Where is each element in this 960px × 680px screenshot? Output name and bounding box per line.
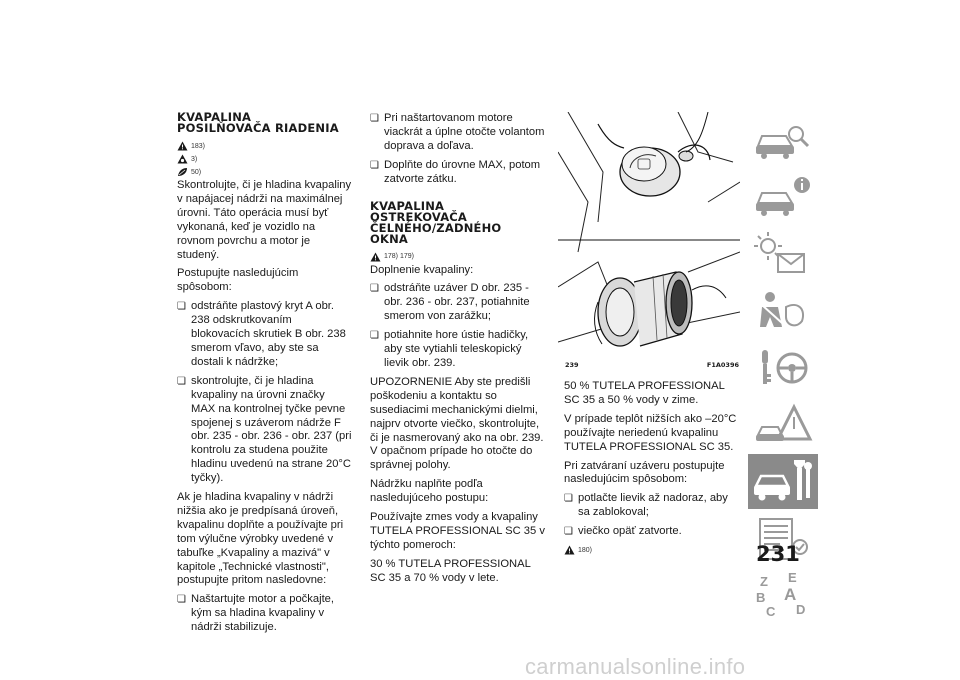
warning-lights-envelope-icon (748, 226, 818, 281)
paragraph: Ak je hladina kvapaliny v nádrži nižšia ako je predpísaná úroveň, kvapalinu doplňte a používajte pri tom výlučne výrobky uvedené v tabuľke „Kvapaliny a mazivá" v kapitole „Technické vlastnosti", postupujte pritom nasledovne: (177, 491, 344, 587)
chapter-tab-emergency[interactable] (748, 397, 818, 452)
index-letter: C (766, 604, 776, 619)
list-item: ❏ Doplňte do úrovne MAX, potom zatvorte zátku. (370, 159, 548, 187)
section-heading-power-steering (177, 112, 352, 134)
car-wrench-icon (748, 454, 818, 509)
warning-reference (177, 140, 352, 152)
figure-caption (565, 361, 739, 371)
warning-number: 178) 179) (384, 253, 414, 261)
heading-line: POSILŇOVAČA RIADENIA (177, 121, 339, 135)
warning-reference (177, 153, 352, 165)
warning-triangle-icon (370, 252, 381, 262)
list-item: ❏ viečko opäť zatvorte. (564, 525, 740, 539)
paragraph: Skontrolujte, či je hladina kvapaliny v napájacej nádrži na maximálnej úrovni. Táto operácia musí byť vykonaná, keď je vozidlo na rovnom povrchu a motor je studený. (177, 179, 352, 261)
car-magnifier-icon (748, 112, 818, 167)
index-letter: A (784, 585, 797, 604)
heading-line: KVAPALINA (177, 110, 252, 124)
chapter-tab-index[interactable] (748, 568, 818, 623)
list-item: ❏ Naštartujte motor a počkajte, kým sa hladina kvapaliny v nádrži stabilizuje. (177, 593, 352, 635)
index-letter: Z (760, 574, 768, 589)
paragraph: Nádržku naplňte podľa nasledujúceho postupu: (370, 478, 489, 505)
warning-triangle-icon (177, 141, 188, 151)
warning-number: 183) (191, 142, 206, 150)
paragraph: 30 % TUTELA PROFESSIONAL SC 35 a 70 % vody v lete. (370, 557, 531, 584)
car-info-icon (748, 169, 818, 224)
figure-239-telescopic-funnel (558, 112, 740, 374)
chapter-tab-starting-driving[interactable] (748, 340, 818, 395)
warning-reference (564, 544, 740, 556)
key-steering-wheel-icon (748, 340, 818, 395)
list-item: ❏ odstráňte uzáver D obr. 235 - obr. 236 - obr. 237, potiahnite smerom von zarážku; (370, 282, 548, 324)
section-heading-washer-fluid (370, 198, 548, 246)
alphabetical-index-icon (748, 568, 818, 623)
warning-reference (177, 166, 352, 178)
list-item: ❏ Pri naštartovanom motore viackrát a úplne otočte volantom doprava a doľava. (370, 112, 548, 154)
figure-illustration (558, 112, 740, 374)
warning-number: 50) (191, 168, 202, 176)
chapter-tab-car-overview[interactable] (748, 112, 818, 167)
heading-line: OKNA (370, 231, 409, 246)
warning-reference (370, 251, 548, 263)
watermark: carmanualsonline.info (525, 654, 746, 679)
list-item: ❏ odstráňte plastový kryt A obr. 238 odskrutkovaním blokovacích skrutiek B obr. 238 smerom vľavo, aby ste sa dostali k nádržke; (177, 300, 352, 370)
column-2 (370, 112, 548, 591)
environment-leaf-icon (177, 167, 188, 177)
warning-number: 3) (191, 155, 198, 163)
paragraph: 50 % TUTELA PROFESSIONAL SC 35 a 50 % vody v zime. (564, 380, 725, 406)
page-number: 231 (756, 542, 800, 566)
paragraph: UPOZORNENIE Aby ste predišli poškodeniu a kontaktu so susediacimi mechanickými dielmi, najprv otvorte viečko, skontrolujte, či je nasmerovaný ako na obr. 239. V opačnom prípade ho otočte do správnej polohy. (370, 375, 544, 472)
list-item: ❏ potlačte lievik až nadoraz, aby sa zablokoval; (564, 492, 740, 520)
warning-triangle-car-icon (748, 397, 818, 452)
paragraph: V prípade teplôt nižších ako –20°C používajte neriedenú kvapalinu TUTELA PROFESSIONAL SC 35. (564, 412, 737, 453)
heading-line: OSTREKOVAČA (370, 209, 468, 224)
list-item: ❏ potiahnite hore ústie hadičky, aby ste vytiahli teleskopický lievik obr. 239. (370, 329, 548, 371)
paragraph: Pri zatváraní uzáveru postupujte nasledujúcim spôsobom: (564, 459, 725, 486)
seatbelt-airbag-icon (748, 283, 818, 338)
chapter-tab-safety[interactable] (748, 283, 818, 338)
paragraph: Používajte zmes vody a kvapaliny TUTELA PROFESSIONAL SC 35 v týchto pomeroch: (370, 511, 545, 551)
figure-code: F1A0396 (706, 361, 739, 369)
column-3 (564, 380, 740, 557)
list-item: ❏ skontrolujte, či je hladina kvapaliny na úrovni značky MAX na kontrolnej tyčke pevne spojenej s uzáverom nádrže F obr. 235 - obr. 236 - obr. 237 (pri kontrolu za studena použite hladinu uvedenú na strane 20°C tyčky). (177, 375, 352, 486)
figure-number: 239 (565, 361, 579, 369)
warning-triangle-icon (564, 545, 575, 555)
chapter-tab-warning-lights[interactable] (748, 226, 818, 281)
index-letter: D (796, 602, 806, 617)
warning-number: 180) (578, 546, 593, 554)
heading-line: ČELNÉHO/ZADNÉHO (370, 220, 502, 235)
hand-caution-icon (177, 154, 188, 164)
index-letter: E (788, 570, 797, 585)
paragraph: Doplnenie kvapaliny: (370, 263, 474, 276)
column-1 (177, 112, 352, 640)
heading-line: KVAPALINA (370, 198, 445, 213)
paragraph: Postupujte nasledujúcim spôsobom: (177, 267, 299, 294)
chapter-tab-car-info[interactable] (748, 169, 818, 224)
index-letter: B (756, 590, 766, 605)
chapter-tab-maintenance[interactable] (748, 454, 818, 509)
